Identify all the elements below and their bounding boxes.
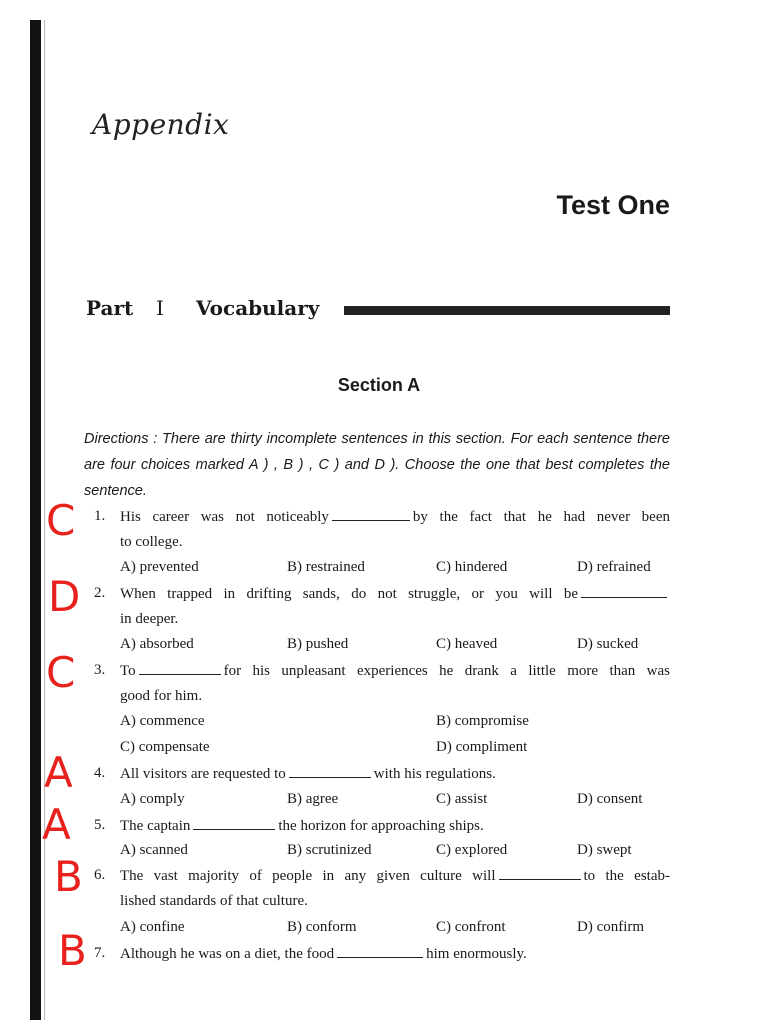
handwritten-answer: A bbox=[42, 800, 71, 849]
part-header bbox=[86, 296, 670, 326]
question-number: 1. bbox=[94, 508, 106, 524]
handwritten-answer: D bbox=[48, 572, 81, 621]
option-b: B) restrained bbox=[287, 559, 365, 575]
question-text bbox=[120, 867, 670, 885]
handwritten-answer: B bbox=[58, 926, 87, 975]
question-text-part: Although he was on a diet, the food bbox=[120, 946, 335, 962]
option-c: C) compensate bbox=[120, 739, 210, 755]
option-d: D) compliment bbox=[436, 739, 528, 755]
section-title: Section A bbox=[337, 375, 421, 395]
question-text-part: for his unpleasant experiences he drank a little more than was bbox=[223, 663, 670, 679]
question-number: 3. bbox=[94, 662, 106, 678]
option-d: D) confirm bbox=[577, 919, 645, 935]
binding-shadow bbox=[44, 20, 45, 1020]
answer-blank bbox=[499, 867, 581, 880]
question-text bbox=[120, 765, 670, 783]
answer-blank bbox=[581, 585, 667, 598]
option-b: B) compromise bbox=[436, 713, 529, 729]
question-text-part: the horizon for approaching ships. bbox=[278, 818, 484, 834]
question-text-part: To bbox=[120, 663, 136, 679]
handwritten-answer: A bbox=[44, 748, 73, 797]
option-a: A) commence bbox=[120, 713, 205, 729]
question-text bbox=[120, 585, 670, 603]
question-text-cont: to college. bbox=[120, 534, 183, 550]
part-name: Vocabulary bbox=[196, 296, 320, 320]
handwritten-answer: C bbox=[46, 496, 76, 545]
question-text-cont: in deeper. bbox=[120, 611, 179, 627]
directions-text: Directions : There are thirty incomplete sentences in this section. For each sentence there are four choices marked A ) , B ) , C ) and D ). Choose the one that best completes the sentence. bbox=[84, 431, 670, 499]
option-c: C) assist bbox=[436, 791, 488, 807]
question-number: 4. bbox=[94, 765, 106, 781]
question-number: 5. bbox=[94, 817, 106, 833]
option-a: A) comply bbox=[120, 791, 185, 807]
answer-blank bbox=[332, 508, 410, 521]
question-text-cont: lished standards of that culture. bbox=[120, 893, 308, 909]
question-text-part: by the fact that he had never been bbox=[412, 509, 670, 525]
question-text bbox=[120, 662, 670, 680]
option-a: A) prevented bbox=[120, 559, 199, 575]
handwritten-answer: B bbox=[54, 852, 83, 901]
handwritten-answer: C bbox=[46, 648, 76, 697]
option-d: D) swept bbox=[577, 842, 632, 858]
question-text bbox=[120, 508, 670, 526]
option-a: A) scanned bbox=[120, 842, 188, 858]
option-a: A) confine bbox=[120, 919, 185, 935]
question-number: 7. bbox=[94, 945, 106, 961]
option-c: C) explored bbox=[436, 842, 508, 858]
appendix-heading: Appendix bbox=[92, 108, 230, 141]
question-text-part: The vast majority of people in any given culture will bbox=[120, 868, 496, 884]
option-c: C) heaved bbox=[436, 636, 498, 652]
question-text-part: to the estab- bbox=[583, 868, 670, 884]
option-d: D) consent bbox=[577, 791, 643, 807]
option-d: D) sucked bbox=[577, 636, 639, 652]
option-b: B) agree bbox=[287, 791, 339, 807]
test-title: Test One bbox=[556, 190, 670, 220]
question-number: 6. bbox=[94, 867, 106, 883]
question-text-part: with his regulations. bbox=[373, 766, 496, 782]
question-text-part: All visitors are requested to bbox=[120, 766, 286, 782]
question-text bbox=[120, 945, 670, 963]
option-c: C) hindered bbox=[436, 559, 508, 575]
answer-blank bbox=[139, 662, 221, 675]
part-label: Part bbox=[86, 296, 134, 320]
part-number: I bbox=[156, 296, 164, 320]
part-rule bbox=[344, 306, 670, 315]
option-b: B) scrutinized bbox=[287, 842, 372, 858]
option-d: D) refrained bbox=[577, 559, 651, 575]
question-number: 2. bbox=[94, 585, 106, 601]
option-c: C) confront bbox=[436, 919, 506, 935]
question-text-part: him enormously. bbox=[426, 946, 527, 962]
answer-blank bbox=[193, 817, 275, 830]
question-text bbox=[120, 817, 670, 835]
answer-blank bbox=[337, 945, 423, 958]
question-text-part: When trapped in drifting sands, do not struggle, or you will be bbox=[120, 586, 578, 602]
option-a: A) absorbed bbox=[120, 636, 194, 652]
question-text-cont: good for him. bbox=[120, 688, 203, 704]
question-text-part: His career was not noticeably bbox=[120, 509, 329, 525]
answer-blank bbox=[289, 765, 371, 778]
option-b: B) pushed bbox=[287, 636, 349, 652]
option-b: B) conform bbox=[287, 919, 357, 935]
question-text-part: The captain bbox=[120, 818, 191, 834]
binding-edge bbox=[30, 20, 41, 1020]
